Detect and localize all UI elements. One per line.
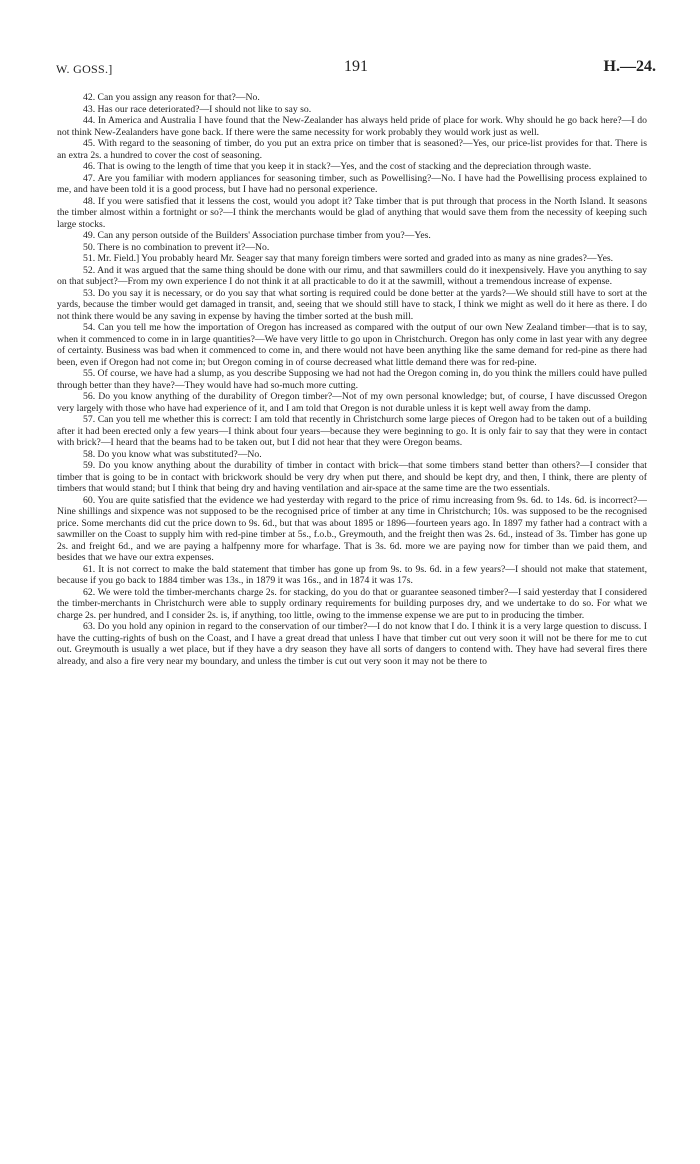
witness-name: W. GOSS.] (56, 62, 113, 76)
question-47: 47. Are you familiar with modern appliances for seasoning timber, such as Powellising?—No. I have had the Powellising process explained to me, and have been told it is a good process, but I have had no personal experience. (57, 172, 647, 195)
question-43: 43. Has our race deteriorated?—I should not like to say so. (83, 103, 312, 115)
page-number: 191 (344, 58, 368, 75)
question-56: 56. Do you know anything of the durability of Oregon timber?—Not of my own personal knowledge; but, of course, I have discussed Oregon very largely with those who have had experience of it, and I am told that Oregon is not durable unless it is kept well away from the damp. (57, 391, 647, 414)
question-46: 46. That is owing to the length of time that you keep it in stack?—Yes, and the cost of stacking and the depreciation through waste. (83, 161, 592, 172)
document-reference: H.—24. (603, 58, 656, 75)
question-48: 48. If you were satisfied that it lessens the cost, would you adopt it? Take timber that is put through that process in the North Island. It seasons the timber almost within a fortnight or so?—I think the merchants would be glad of anything that would save them from the necessity of keeping such large stocks. (57, 195, 647, 230)
question-54: 54. Can you tell me how the importation of Oregon has increased as compared with the output of our own New Zealand timber—that is to say, when it commenced to come in in large quantities?—We have very little to go upon in Christchurch. Oregon has only come in last year with any degree of certainty. Business was bad when it commenced to come in, and there would not have been anything like the same demand for red-pine as there had been, even if Oregon had not come in; but Oregon coming in of course decreased what little demand there was for red-pine. (57, 322, 647, 368)
question-61: 61. It is not correct to make the bald statement that timber has gone up from 9s. to 9s. 6d. in a few years?—I should not make that statement, because if you go back to 1884 timber was 13s., in 1879 it was 16s., and in 1874 it was 17s. (57, 563, 647, 586)
question-44: 44. In America and Australia I have found that the New-Zealander has always held pride of place for work. Why should he go back here?—I do not think New-Zealanders have gone back. If there were the same necessity for work probably they would work just as well. (57, 115, 647, 138)
question-50: 50. There is no combination to prevent it?—No. (83, 241, 270, 253)
question-51: 51. Mr. Field.] You probably heard Mr. Seager say that many foreign timbers were sorted and graded into as many as nine grades?—Yes. (83, 253, 614, 264)
page-header (56, 58, 656, 84)
question-55: 55. Of course, we have had a slump, as you describe Supposing we had not had the Oregon coming in, do you think the millers could have pulled through better than they have?—They would have had so-much more cutting. (57, 368, 647, 391)
question-62: 62. We were told the timber-merchants charge 2s. for stacking, do you do that or guarantee seasoned timber?—I said yesterday that I considered the timber-merchants in Christchurch were able to supply ordinary requirements for building purposes dry, and we undertake to do so. For what we charge 2s. per hundred, and I consider 2s. is, if anything, too little, owing to the immense expense we are put to in producing the timber. (57, 586, 647, 621)
question-57: 57. Can you tell me whether this is correct: I am told that recently in Christchurch some large pieces of Oregon had to be taken out of a building after it had been erected only a few years—I think about four years—because they were beginning to go. It is only fair to say that they were in contact with brick?—I heard that the beams had to be taken out, but I did not hear that they were Oregon beams. (57, 414, 647, 448)
question-52: 52. And it was argued that the same thing should be done with our rimu, and that sawmillers could do it inexpensively. Have you anything to say on that subject?—From my own experience I do not think it at all practicable to do it at the sawmill, without a tremendous increase of expense. (57, 264, 647, 287)
question-53: 53. Do you say it is necessary, or do you say that what sorting is required could be done better at the yards?—We should still have to sort at the yards, because the timber would get damaged in transit, and, seeing that we should still have to stack, I think we might as well do it here as there. I do not think there would be any saving in expense by having the timber sorted at the bush mill. (57, 287, 647, 322)
testimony-body (57, 92, 647, 667)
question-58: 58. Do you know what was substituted?—No. (83, 448, 262, 460)
question-63: 63. Do you hold any opinion in regard to the conservation of our timber?—I do not know that I do. I think it is a very large question to discuss. I have the cutting-rights of bush on the Coast, and I have a great dread that unless I have that timber cut out very soon it will not be there for me to cut out. Greymouth is usually a wet place, but if they have a dry season they have all sorts of dangers to contend with. They have had several fires there already, and also a fire very near my boundary, and unless the timber is cut out very soon it may not be there to (57, 621, 647, 667)
question-59: 59. Do you know anything about the durability of timber in contact with brick—that some timbers stand better than others?—I consider that timber that is going to be in contact with brickwork should be very dry when put there, and should be kept dry, and then, I think, there are plenty of timbers that would stand; but I think that being dry and having ventilation and air-space at the same time are the two essentials. (57, 460, 647, 494)
question-42: 42. Can you assign any reason for that?—No. (83, 92, 260, 103)
question-49: 49. Can any person outside of the Builders' Association purchase timber from you?—Yes. (83, 230, 431, 241)
question-45: 45. With regard to the seasoning of timber, do you put an extra price on timber that is seasoned?—Yes, our price-list provides for that. There is an extra 2s. a hundred to cover the cost of seasoning. (57, 138, 647, 161)
question-60: 60. You are quite satisfied that the evidence we had yesterday with regard to the price of rimu increasing from 9s. 6d. to 14s. 6d. is incorrect?—Nine shillings and sixpence was not supposed to be the recognised price of timber at any time in Christchurch; 10s. was supposed to be the recognised price. Some merchants did cut the price down to 9s. 6d., but that was about 1895 or 1896—fourteen years ago. In 1897 my father had a contract with a sawmiller on the Coast to supply him with red-pine timber at 5s., f.o.b., Greymouth, and the freight then was 2s. 6d., instead of 3s. Timber has gone up 2s. and freight 6d., and we are paying a halfpenny more for wharfage. That is 3s. 6d. more we are paying now for timber than we paid them, and besides that we have our extra expenses. (57, 494, 647, 563)
